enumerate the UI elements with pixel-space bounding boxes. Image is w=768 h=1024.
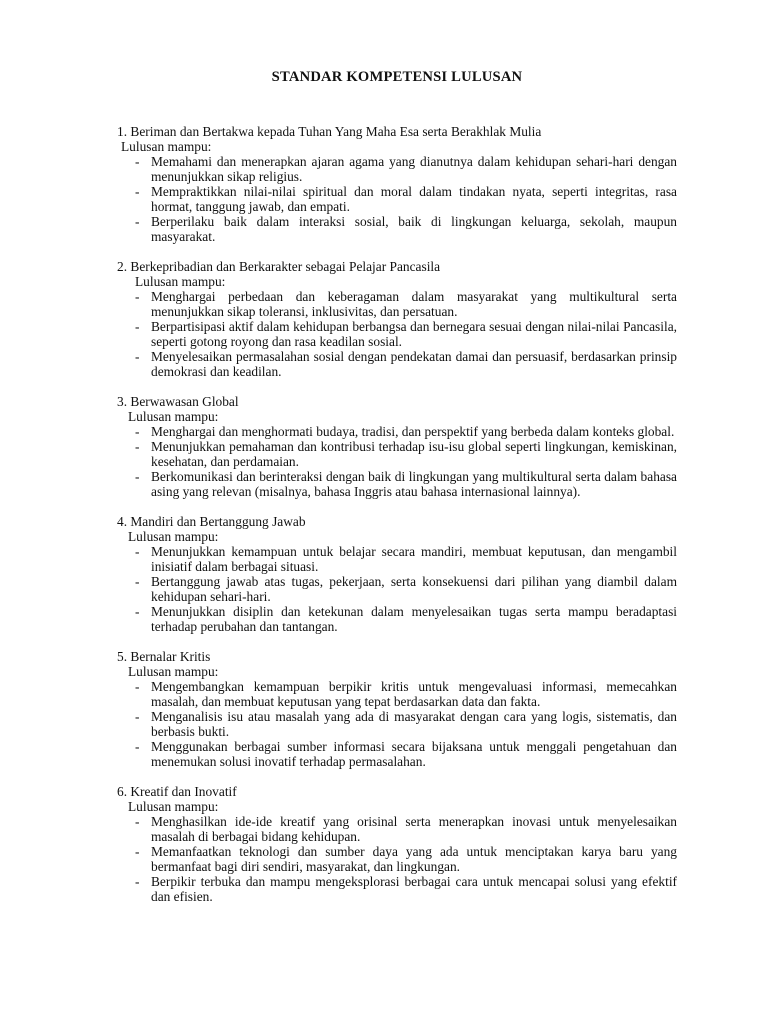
item-text: Menunjukkan pemahaman dan kontribusi terhadap isu-isu global seperti lingkungan, kemiskinan, kesehatan, dan perdamaian. [151,439,677,469]
item-text: Berpartisipasi aktif dalam kehidupan berbangsa dan bernegara sesuai dengan nilai-nilai Pancasila, seperti gotong royong dan rasa keadilan sosial. [151,319,677,349]
document-title: STANDAR KOMPETENSI LULUSAN [271,69,523,85]
section-heading: 4. Mandiri dan Bertanggung Jawab [117,514,306,529]
competency-list [117,424,677,499]
item-text: Menghargai perbedaan dan keberagaman dalam masyarakat yang multikultural serta menunjukkan sikap toleransi, inklusivitas, dan persatuan. [151,289,677,319]
competency-list [117,154,677,244]
dash-bullet: - [135,604,140,619]
dash-bullet: - [135,739,140,754]
section-4 [117,514,677,634]
dash-bullet: - [135,319,140,334]
section-heading: 1. Beriman dan Bertakwa kepada Tuhan Yang Maha Esa serta Berakhlak Mulia [117,124,542,139]
item-text: Menunjukkan disiplin dan ketekunan dalam menyelesaikan tugas serta mampu beradaptasi terhadap perubahan dan tantangan. [151,604,677,634]
competency-list [117,679,677,769]
list-item [117,574,677,604]
section-5 [117,649,677,769]
section-intro: Lulusan mampu: [128,529,219,544]
item-text: Berperilaku baik dalam interaksi sosial, baik di lingkungan keluarga, sekolah, maupun masyarakat. [151,214,677,244]
list-item [117,349,677,379]
item-text: Menghasilkan ide-ide kreatif yang orisinal serta menerapkan inovasi untuk menyelesaikan masalah di berbagai bidang kehidupan. [151,814,677,844]
dash-bullet: - [135,289,140,304]
list-item [117,544,677,574]
dash-bullet: - [135,154,140,169]
item-text: Memahami dan menerapkan ajaran agama yang dianutnya dalam kehidupan sehari-hari dengan menunjukkan sikap religius. [151,154,677,184]
competency-list [117,544,677,634]
section-heading: 3. Berwawasan Global [117,394,239,409]
item-text: Menghargai dan menghormati budaya, tradisi, dan perspektif yang berbeda dalam konteks global. [151,424,675,439]
list-item [117,214,677,244]
section-1 [117,124,677,244]
section-intro: Lulusan mampu: [128,409,219,424]
section-2 [117,259,677,379]
list-item [117,739,677,769]
list-item [117,184,677,214]
item-text: Menyelesaikan permasalahan sosial dengan pendekatan damai dan persuasif, berdasarkan prinsip demokrasi dan keadilan. [151,349,677,379]
list-item [117,319,677,349]
list-item [117,154,677,184]
list-item [117,604,677,634]
item-text: Berpikir terbuka dan mampu mengeksplorasi berbagai cara untuk mencapai solusi yang efektif dan efisien. [151,874,677,904]
list-item [117,679,677,709]
item-text: Bertanggung jawab atas tugas, pekerjaan, serta konsekuensi dari pilihan yang diambil dalam kehidupan sehari-hari. [151,574,677,604]
dash-bullet: - [135,439,140,454]
dash-bullet: - [135,874,140,889]
section-intro: Lulusan mampu: [128,799,219,814]
item-text: Berkomunikasi dan berinteraksi dengan baik di lingkungan yang multikultural serta dalam bahasa asing yang relevan (misalnya, bahasa Inggris atau bahasa internasional lainnya). [151,469,677,499]
section-heading: 2. Berkepribadian dan Berkarakter sebagai Pelajar Pancasila [117,259,441,274]
item-text: Mempraktikkan nilai-nilai spiritual dan moral dalam tindakan nyata, seperti integritas, rasa hormat, tanggung jawab, dan empati. [151,184,677,214]
dash-bullet: - [135,544,140,559]
dash-bullet: - [135,184,140,199]
competency-list [117,814,677,904]
dash-bullet: - [135,709,140,724]
dash-bullet: - [135,844,140,859]
section-intro: Lulusan mampu: [128,664,219,679]
dash-bullet: - [135,814,140,829]
list-item [117,469,677,499]
item-text: Memanfaatkan teknologi dan sumber daya yang ada untuk menciptakan karya baru yang bermanfaat bagi diri sendiri, masyarakat, dan lingkungan. [151,844,677,874]
item-text: Menggunakan berbagai sumber informasi secara bijaksana untuk menggali pengetahuan dan menemukan solusi inovatif terhadap permasalahan. [151,739,677,769]
list-item [117,709,677,739]
list-item [117,289,677,319]
section-6 [117,784,677,904]
list-item [117,874,677,904]
list-item [117,439,677,469]
section-intro: Lulusan mampu: [121,139,212,154]
list-item [117,844,677,874]
dash-bullet: - [135,679,140,694]
list-item [117,814,677,844]
item-text: Menunjukkan kemampuan untuk belajar secara mandiri, membuat keputusan, dan mengambil inisiatif dalam berbagai situasi. [151,544,677,574]
section-intro: Lulusan mampu: [135,274,226,289]
section-3 [117,394,677,499]
dash-bullet: - [135,349,140,364]
list-item [117,424,677,439]
dash-bullet: - [135,424,140,439]
document-body [117,124,677,919]
dash-bullet: - [135,574,140,589]
section-heading: 6. Kreatif dan Inovatif [117,784,237,799]
item-text: Menganalisis isu atau masalah yang ada di masyarakat dengan cara yang logis, sistematis, dan berbasis bukti. [151,709,677,739]
competency-list [117,289,677,379]
dash-bullet: - [135,214,140,229]
dash-bullet: - [135,469,140,484]
section-heading: 5. Bernalar Kritis [117,649,211,664]
item-text: Mengembangkan kemampuan berpikir kritis untuk mengevaluasi informasi, memecahkan masalah, dan membuat keputusan yang tepat berdasarkan data dan fakta. [151,679,677,709]
